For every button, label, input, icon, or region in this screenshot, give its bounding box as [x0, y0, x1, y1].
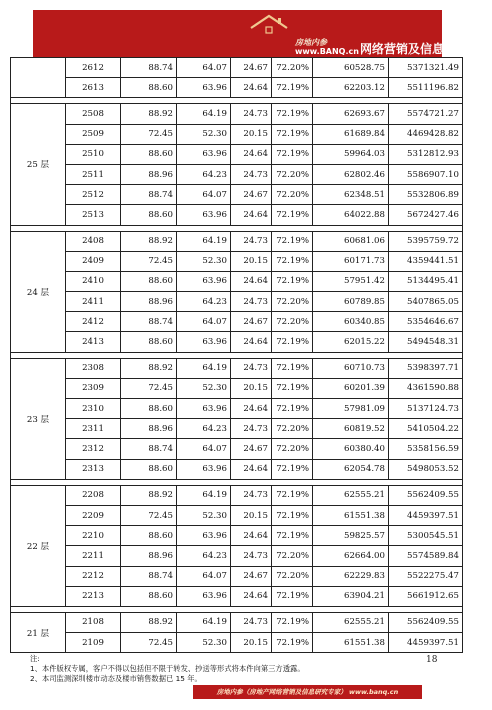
- value-cell: 72.19%: [272, 205, 313, 225]
- value-cell: 88.74: [121, 439, 177, 459]
- floor-label: 21 层: [11, 612, 66, 652]
- table-row: [11, 566, 463, 586]
- value-cell: 63904.21: [313, 586, 389, 606]
- table-row: [11, 505, 463, 525]
- value-cell: 20.15: [231, 633, 272, 653]
- brand-name: 房地内参: [295, 38, 327, 47]
- value-cell: 5494548.31: [389, 332, 463, 352]
- table-row: [11, 586, 463, 606]
- value-cell: 72.19%: [272, 144, 313, 164]
- value-cell: 61689.84: [313, 124, 389, 144]
- value-cell: 5661912.65: [389, 586, 463, 606]
- value-cell: 5134495.41: [389, 271, 463, 291]
- value-cell: 5395759.72: [389, 231, 463, 251]
- value-cell: 88.74: [121, 58, 177, 78]
- value-cell: 88.60: [121, 586, 177, 606]
- value-cell: 72.45: [121, 251, 177, 271]
- value-cell: 62555.21: [313, 485, 389, 505]
- value-cell: 60380.40: [313, 439, 389, 459]
- room-number-cell: 2411: [66, 292, 121, 312]
- value-cell: 72.45: [121, 633, 177, 653]
- room-number-cell: 2212: [66, 566, 121, 586]
- value-cell: 88.92: [121, 231, 177, 251]
- value-cell: 63.96: [177, 332, 231, 352]
- value-cell: 24.64: [231, 586, 272, 606]
- value-cell: 4459397.51: [389, 633, 463, 653]
- value-cell: 88.74: [121, 185, 177, 205]
- table-row: [11, 633, 463, 653]
- value-cell: 72.19%: [272, 104, 313, 124]
- floor-label: 22 层: [11, 485, 66, 606]
- table-row: [11, 205, 463, 225]
- value-cell: 72.20%: [272, 164, 313, 184]
- value-cell: 24.67: [231, 566, 272, 586]
- value-cell: 88.74: [121, 566, 177, 586]
- room-number-cell: 2513: [66, 205, 121, 225]
- value-cell: 5410504.22: [389, 419, 463, 439]
- table-row: [11, 124, 463, 144]
- table-row: [11, 185, 463, 205]
- room-number-cell: 2208: [66, 485, 121, 505]
- value-cell: 64.23: [177, 292, 231, 312]
- value-cell: 88.74: [121, 312, 177, 332]
- value-cell: 24.73: [231, 419, 272, 439]
- value-cell: 20.15: [231, 505, 272, 525]
- value-cell: 5354646.67: [389, 312, 463, 332]
- value-cell: 5562409.55: [389, 485, 463, 505]
- table-row: [11, 231, 463, 251]
- table-row: [11, 144, 463, 164]
- value-cell: 72.45: [121, 124, 177, 144]
- room-number-cell: 2612: [66, 58, 121, 78]
- value-cell: 88.60: [121, 399, 177, 419]
- table-row: [11, 58, 463, 78]
- value-cell: 24.73: [231, 612, 272, 632]
- value-cell: 72.20%: [272, 419, 313, 439]
- value-cell: 72.45: [121, 378, 177, 398]
- value-cell: 24.64: [231, 78, 272, 98]
- value-cell: 24.64: [231, 526, 272, 546]
- value-cell: 60789.85: [313, 292, 389, 312]
- value-cell: 88.92: [121, 358, 177, 378]
- value-cell: 60681.06: [313, 231, 389, 251]
- value-cell: 72.19%: [272, 485, 313, 505]
- value-cell: 72.20%: [272, 546, 313, 566]
- value-cell: 63.96: [177, 78, 231, 98]
- value-cell: 72.20%: [272, 292, 313, 312]
- value-cell: 52.30: [177, 378, 231, 398]
- notes-heading: 注:: [30, 654, 40, 663]
- room-number-cell: 2412: [66, 312, 121, 332]
- value-cell: 63.96: [177, 205, 231, 225]
- room-number-cell: 2308: [66, 358, 121, 378]
- value-cell: 64.07: [177, 566, 231, 586]
- value-cell: 64.07: [177, 58, 231, 78]
- room-number-cell: 2213: [66, 586, 121, 606]
- brand-url: www.BANQ.cn: [295, 47, 359, 56]
- table-row: [11, 459, 463, 479]
- value-cell: 72.19%: [272, 586, 313, 606]
- value-cell: 24.73: [231, 231, 272, 251]
- value-cell: 72.19%: [272, 358, 313, 378]
- table-row: [11, 332, 463, 352]
- table-row: [11, 526, 463, 546]
- value-cell: 61551.38: [313, 505, 389, 525]
- value-cell: 64022.88: [313, 205, 389, 225]
- value-cell: 57981.09: [313, 399, 389, 419]
- value-cell: 24.64: [231, 459, 272, 479]
- value-cell: 20.15: [231, 124, 272, 144]
- value-cell: 24.73: [231, 104, 272, 124]
- value-cell: 24.73: [231, 358, 272, 378]
- room-number-cell: 2508: [66, 104, 121, 124]
- value-cell: 5312812.93: [389, 144, 463, 164]
- value-cell: 24.73: [231, 164, 272, 184]
- value-cell: 52.30: [177, 251, 231, 271]
- value-cell: 63.96: [177, 399, 231, 419]
- value-cell: 5672427.46: [389, 205, 463, 225]
- notes-line-1: 1、本件版权专属，客户不得以包括但不限于转发、抄送等形式将本件向第三方透露。: [30, 664, 305, 673]
- value-cell: 5511196.82: [389, 78, 463, 98]
- table-row: [11, 164, 463, 184]
- value-cell: 72.19%: [272, 78, 313, 98]
- value-cell: 64.19: [177, 612, 231, 632]
- value-cell: 88.60: [121, 526, 177, 546]
- value-cell: 24.67: [231, 58, 272, 78]
- value-cell: 4361590.88: [389, 378, 463, 398]
- room-number-cell: 2310: [66, 399, 121, 419]
- table-row: [11, 419, 463, 439]
- value-cell: 52.30: [177, 124, 231, 144]
- value-cell: 72.19%: [272, 124, 313, 144]
- value-cell: 24.64: [231, 332, 272, 352]
- value-cell: 5586907.10: [389, 164, 463, 184]
- value-cell: 88.60: [121, 78, 177, 98]
- table-row: [11, 546, 463, 566]
- value-cell: 88.60: [121, 459, 177, 479]
- value-cell: 24.64: [231, 144, 272, 164]
- value-cell: 63.96: [177, 271, 231, 291]
- value-cell: 24.73: [231, 292, 272, 312]
- room-number-cell: 2409: [66, 251, 121, 271]
- value-cell: 88.96: [121, 546, 177, 566]
- value-cell: 64.23: [177, 546, 231, 566]
- value-cell: 72.20%: [272, 58, 313, 78]
- room-number-cell: 2108: [66, 612, 121, 632]
- value-cell: 72.20%: [272, 312, 313, 332]
- room-number-cell: 2313: [66, 459, 121, 479]
- value-cell: 24.73: [231, 485, 272, 505]
- table-row: [11, 78, 463, 98]
- table-row: [11, 271, 463, 291]
- table-row: [11, 292, 463, 312]
- room-number-cell: 2510: [66, 144, 121, 164]
- floor-label: 23 层: [11, 358, 66, 479]
- room-number-cell: 2311: [66, 419, 121, 439]
- value-cell: 88.96: [121, 419, 177, 439]
- value-cell: 5371321.49: [389, 58, 463, 78]
- value-cell: 5300545.51: [389, 526, 463, 546]
- value-cell: 88.92: [121, 612, 177, 632]
- value-cell: 72.20%: [272, 185, 313, 205]
- value-cell: 63.96: [177, 459, 231, 479]
- value-cell: 60528.75: [313, 58, 389, 78]
- value-cell: 62348.51: [313, 185, 389, 205]
- value-cell: 88.60: [121, 332, 177, 352]
- value-cell: 5574721.27: [389, 104, 463, 124]
- value-cell: 62229.83: [313, 566, 389, 586]
- value-cell: 4459397.51: [389, 505, 463, 525]
- value-cell: 63.96: [177, 526, 231, 546]
- value-cell: 24.64: [231, 271, 272, 291]
- value-cell: 64.23: [177, 164, 231, 184]
- value-cell: 24.73: [231, 546, 272, 566]
- room-number-cell: 2509: [66, 124, 121, 144]
- footer-banner: 房地内参（房地产网络营销及信息研究专家） www.banq.cn: [193, 685, 422, 699]
- value-cell: 88.60: [121, 271, 177, 291]
- value-cell: 88.92: [121, 485, 177, 505]
- value-cell: 5137124.73: [389, 399, 463, 419]
- table-row: [11, 399, 463, 419]
- value-cell: 88.92: [121, 104, 177, 124]
- value-cell: 72.19%: [272, 378, 313, 398]
- unit-price-table: [10, 57, 463, 653]
- floor-label: 25 层: [11, 104, 66, 225]
- value-cell: 4359441.51: [389, 251, 463, 271]
- value-cell: 62203.12: [313, 78, 389, 98]
- floor-label: 24 层: [11, 231, 66, 352]
- value-cell: 20.15: [231, 251, 272, 271]
- value-cell: 24.67: [231, 185, 272, 205]
- page-number: 18: [426, 655, 438, 665]
- value-cell: 72.19%: [272, 332, 313, 352]
- value-cell: 24.67: [231, 439, 272, 459]
- room-number-cell: 2410: [66, 271, 121, 291]
- value-cell: 72.19%: [272, 633, 313, 653]
- value-cell: 62015.22: [313, 332, 389, 352]
- notes-line-2: 2、本司监测深圳楼市动态及楼市销售数据已 15 年。: [30, 674, 202, 683]
- table-row: [11, 104, 463, 124]
- value-cell: 64.19: [177, 485, 231, 505]
- value-cell: 4469428.82: [389, 124, 463, 144]
- room-number-cell: 2209: [66, 505, 121, 525]
- value-cell: 24.64: [231, 205, 272, 225]
- room-number-cell: 2210: [66, 526, 121, 546]
- value-cell: 5398397.71: [389, 358, 463, 378]
- table-row: [11, 439, 463, 459]
- value-cell: 64.23: [177, 419, 231, 439]
- value-cell: 62664.00: [313, 546, 389, 566]
- value-cell: 72.20%: [272, 566, 313, 586]
- value-cell: 72.19%: [272, 399, 313, 419]
- room-number-cell: 2413: [66, 332, 121, 352]
- value-cell: 63.96: [177, 144, 231, 164]
- value-cell: 72.19%: [272, 526, 313, 546]
- table-row: [11, 485, 463, 505]
- value-cell: 64.07: [177, 439, 231, 459]
- value-cell: 88.60: [121, 205, 177, 225]
- value-cell: 62555.21: [313, 612, 389, 632]
- value-cell: 63.96: [177, 586, 231, 606]
- value-cell: 64.07: [177, 312, 231, 332]
- value-cell: 64.19: [177, 231, 231, 251]
- value-cell: 24.67: [231, 312, 272, 332]
- value-cell: 5522275.47: [389, 566, 463, 586]
- value-cell: 5407865.05: [389, 292, 463, 312]
- table-row: [11, 312, 463, 332]
- value-cell: 24.64: [231, 399, 272, 419]
- value-cell: 72.19%: [272, 505, 313, 525]
- value-cell: 5358156.59: [389, 439, 463, 459]
- value-cell: 5562409.55: [389, 612, 463, 632]
- value-cell: 60201.39: [313, 378, 389, 398]
- value-cell: 59964.03: [313, 144, 389, 164]
- room-number-cell: 2312: [66, 439, 121, 459]
- value-cell: 88.96: [121, 164, 177, 184]
- value-cell: 52.30: [177, 633, 231, 653]
- table-row: [11, 358, 463, 378]
- room-number-cell: 2211: [66, 546, 121, 566]
- room-number-cell: 2109: [66, 633, 121, 653]
- value-cell: 64.19: [177, 358, 231, 378]
- value-cell: 64.07: [177, 185, 231, 205]
- table-row: [11, 612, 463, 632]
- value-cell: 5532806.89: [389, 185, 463, 205]
- room-number-cell: 2613: [66, 78, 121, 98]
- value-cell: 20.15: [231, 378, 272, 398]
- value-cell: 72.19%: [272, 231, 313, 251]
- value-cell: 62693.67: [313, 104, 389, 124]
- value-cell: 52.30: [177, 505, 231, 525]
- value-cell: 72.20%: [272, 439, 313, 459]
- value-cell: 72.19%: [272, 459, 313, 479]
- value-cell: 62802.46: [313, 164, 389, 184]
- floor-label: [11, 58, 66, 98]
- value-cell: 60340.85: [313, 312, 389, 332]
- value-cell: 72.45: [121, 505, 177, 525]
- room-number-cell: 2512: [66, 185, 121, 205]
- table-row: [11, 251, 463, 271]
- header-banner: [33, 10, 492, 57]
- room-number-cell: 2408: [66, 231, 121, 251]
- value-cell: 72.19%: [272, 612, 313, 632]
- header-title: 网络营销及信息研究专家: [360, 42, 492, 56]
- value-cell: 60171.73: [313, 251, 389, 271]
- value-cell: 88.60: [121, 144, 177, 164]
- table-row: [11, 378, 463, 398]
- value-cell: 72.19%: [272, 271, 313, 291]
- value-cell: 62054.78: [313, 459, 389, 479]
- value-cell: 57951.42: [313, 271, 389, 291]
- value-cell: 5498053.52: [389, 459, 463, 479]
- value-cell: 59825.57: [313, 526, 389, 546]
- house-logo-icon: [249, 14, 289, 40]
- room-number-cell: 2511: [66, 164, 121, 184]
- value-cell: 72.19%: [272, 251, 313, 271]
- notes: [30, 654, 410, 684]
- value-cell: 61551.38: [313, 633, 389, 653]
- value-cell: 60819.52: [313, 419, 389, 439]
- value-cell: 60710.73: [313, 358, 389, 378]
- value-cell: 5574589.84: [389, 546, 463, 566]
- value-cell: 64.19: [177, 104, 231, 124]
- value-cell: 88.96: [121, 292, 177, 312]
- room-number-cell: 2309: [66, 378, 121, 398]
